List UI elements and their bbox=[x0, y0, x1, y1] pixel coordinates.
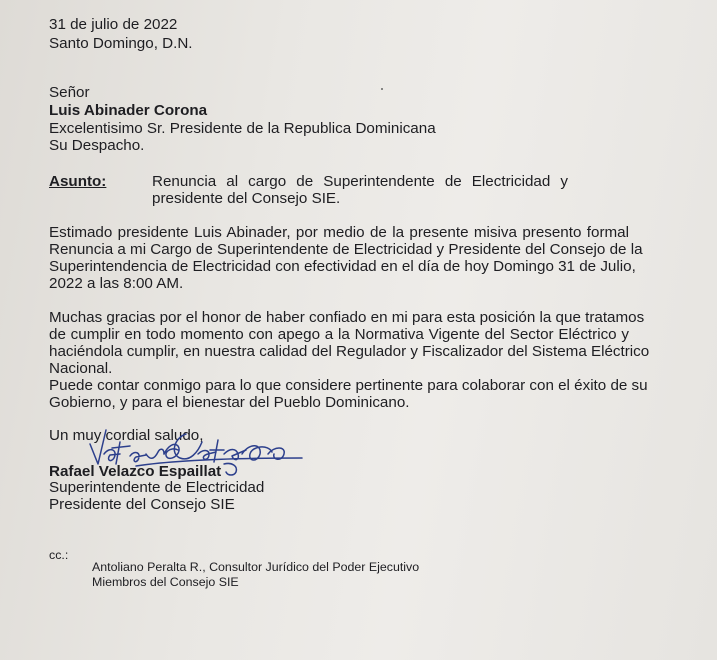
closing-line: Un muy cordial saludo, bbox=[49, 427, 204, 444]
paragraph2-line-3: haciéndola cumplir, en nuestra calidad del Regulador y Fiscalizador del Sistema Eléctrico bbox=[49, 343, 650, 360]
recipient-name: Luis Abinader Corona bbox=[49, 102, 208, 119]
subject-line-1: Renuncia al cargo de Superintendente de Electricidad y bbox=[152, 173, 568, 190]
paragraph2-line-1: Muchas gracias por el honor de haber confiado en mi para esta posición la que tratamos bbox=[49, 309, 645, 326]
paragraph2-line-6: Gobierno, y para el bienestar del Pueblo Dominicano. bbox=[49, 394, 410, 411]
signature-stroke-m bbox=[146, 449, 164, 458]
cc-entry-1: Antoliano Peralta R., Consultor Jurídico del Poder Ejecutivo bbox=[92, 560, 420, 574]
cc-entry-2: Miembros del Consejo SIE bbox=[92, 575, 239, 589]
paper-speck bbox=[381, 88, 383, 90]
paragraph2-line-5: Puede contar conmigo para lo que considere pertinente para colaborar con el éxito de su bbox=[49, 377, 648, 394]
paragraph1-line-1: Estimado presidente Luis Abinader, por medio de la presente misiva presento formal bbox=[49, 224, 629, 241]
subject-line-2: presidente del Consejo SIE. bbox=[152, 190, 341, 207]
cc-label: cc.: bbox=[49, 548, 69, 562]
paragraph1-line-3: Superintendencia de Electricidad con efectividad en el día de hoy Domingo 31 de Julio, bbox=[49, 258, 636, 275]
recipient-title: Excelentisimo Sr. Presidente de la Republica Dominicana bbox=[49, 120, 436, 137]
signature-tail bbox=[224, 463, 236, 475]
paragraph1-line-2: Renuncia a mi Cargo de Superintendente de Electricidad y Presidente del Consejo de la bbox=[49, 241, 643, 258]
paragraph1-line-4: 2022 a las 8:00 AM. bbox=[49, 275, 184, 292]
letter-date: 31 de julio de 2022 bbox=[49, 16, 178, 33]
signature-stroke-a2 bbox=[130, 453, 146, 462]
paragraph2-line-4: Nacional. bbox=[49, 360, 113, 377]
signature-stroke-e bbox=[198, 451, 216, 460]
subject-label: Asunto: bbox=[49, 173, 107, 190]
signer-role-1: Superintendente de Electricidad bbox=[49, 479, 265, 496]
recipient-salutation: Señor bbox=[49, 84, 90, 101]
recipient-office: Su Despacho. bbox=[49, 137, 145, 154]
signer-role-2: Presidente del Consejo SIE bbox=[49, 496, 235, 513]
paragraph2-line-2: de cumplir en todo momento con apego a la Normativa Vigente del Sector Eléctrico y bbox=[49, 326, 629, 343]
signature-stroke-v bbox=[90, 430, 106, 464]
letter-place: Santo Domingo, D.N. bbox=[49, 35, 193, 52]
signer-name: Rafael Velazco Espaillat bbox=[49, 463, 222, 480]
